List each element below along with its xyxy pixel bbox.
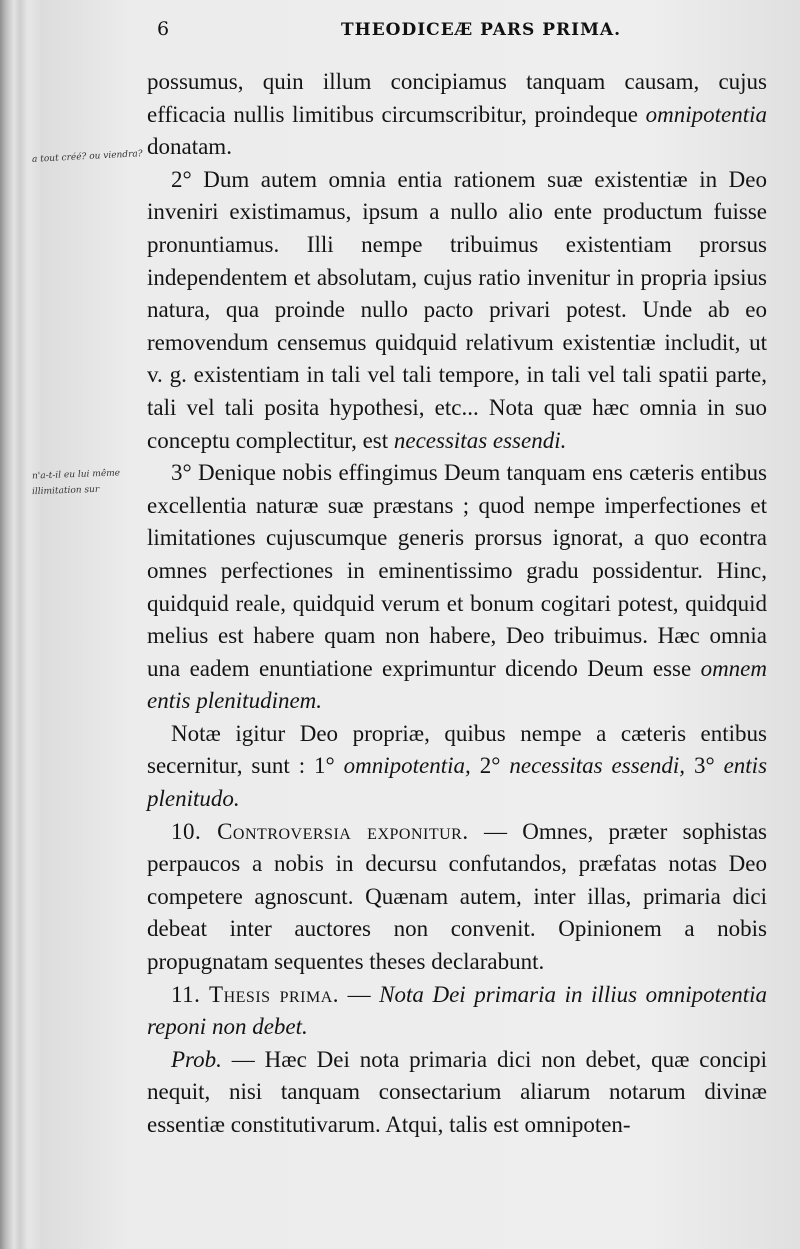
page-number: 6	[157, 18, 170, 40]
italic-run: entis plenitudo.	[147, 753, 768, 812]
paragraph	[147, 1044, 767, 1142]
italic-run: Nota Dei primaria in illius omnipotentia reponi non debet.	[147, 981, 767, 1040]
paragraph	[147, 816, 767, 979]
thesis-heading: 11. Thesis prima.	[171, 981, 340, 1007]
text-run: Notæ igitur Deo propriæ, quibus nempe a cæteris entibus secernitur, sunt : 1°	[147, 720, 767, 779]
text-run: donatam.	[147, 134, 232, 160]
text-run: — Omnes, præter sophistas perpaucos a nobis in decursu confutandos, præfatas notas Deo competere agnoscunt. Quænam autem, inter illas, primaria dici debeat inter auctores non convenit. Opinionem a nobis propugnatam sequentes theses declarabunt.	[147, 818, 767, 975]
text-run: 2°	[470, 753, 510, 779]
text-run: 3° Denique nobis effingimus Deum tanquam ens cæteris entibus excellentia naturæ suæ præstans ; quod nempe imperfectiones et limitationes cujuscumque generis prorsus ignorat, a quo econtra omnes perfectiones in eminentissimo gradu possidentur. Hinc, quidquid reale, quidquid verum et bonum cogitari potest, quidquid melius est habere quam non habere, Deo tribuimus. Hæc omnia una eadem enuntiatione exprimuntur dicendo Deum esse	[147, 460, 767, 681]
text-run: 3°	[685, 753, 724, 779]
margin-note: a tout créé? ou viendra?	[31, 149, 143, 165]
book-gutter	[0, 0, 40, 1249]
margin-note: n'a-t-il eu lui même	[31, 468, 121, 482]
paragraph	[147, 457, 767, 718]
paragraph	[147, 718, 767, 816]
paragraph	[147, 979, 767, 1044]
proof-label: Prob.	[171, 1046, 222, 1072]
italic-run: necessitas essendi.	[393, 427, 567, 453]
text-run: 2° Dum autem omnia entia rationem suæ existentiæ in Deo inveniri existimamus, ipsum a nullo alio ente productum fuisse pronuntiamus. Illi nempe tribuimus existentiam prorsus independentem et absolutam, cujus ratio invenitur in propria ipsius natura, qua proinde nullo pacto privari potest. Unde ab eo removendum censemus quidquid relativum existentiæ includit, ut v. g. existentiam in tali vel tali tempore, in tali vel tali spatii parte, tali vel tali posita hypothesi, etc... Nota quæ hæc omnia in suo conceptu complectitur, est	[147, 166, 767, 453]
italic-run: necessitas essendi,	[509, 753, 686, 779]
section-heading: 10. Controversia exponitur.	[171, 818, 469, 844]
paragraph	[147, 66, 767, 164]
italic-run: omnipotentia	[645, 101, 767, 127]
italic-run: omnipotentia,	[343, 753, 471, 779]
body-text	[147, 66, 767, 1142]
text-run: —	[339, 981, 380, 1007]
text-run: possumus, quin illum concipiamus tanquam causam, cujus efficacia nullis limitibus circumscribitur, proindeque	[147, 69, 767, 127]
margin-note: illimitation sur	[31, 484, 100, 498]
text-run: — Hæc Dei nota primaria dici non debet, quæ concipi nequit, nisi tanquam consectarium aliarum notarum divinæ essentiæ constitutivarum. Atqui, talis est omnipoten-	[147, 1046, 767, 1137]
italic-run: omnem entis plenitudinem.	[147, 655, 767, 714]
running-title: THEODICEÆ PARS PRIMA.	[341, 20, 622, 40]
page-header	[155, 18, 765, 48]
paragraph	[147, 164, 767, 457]
